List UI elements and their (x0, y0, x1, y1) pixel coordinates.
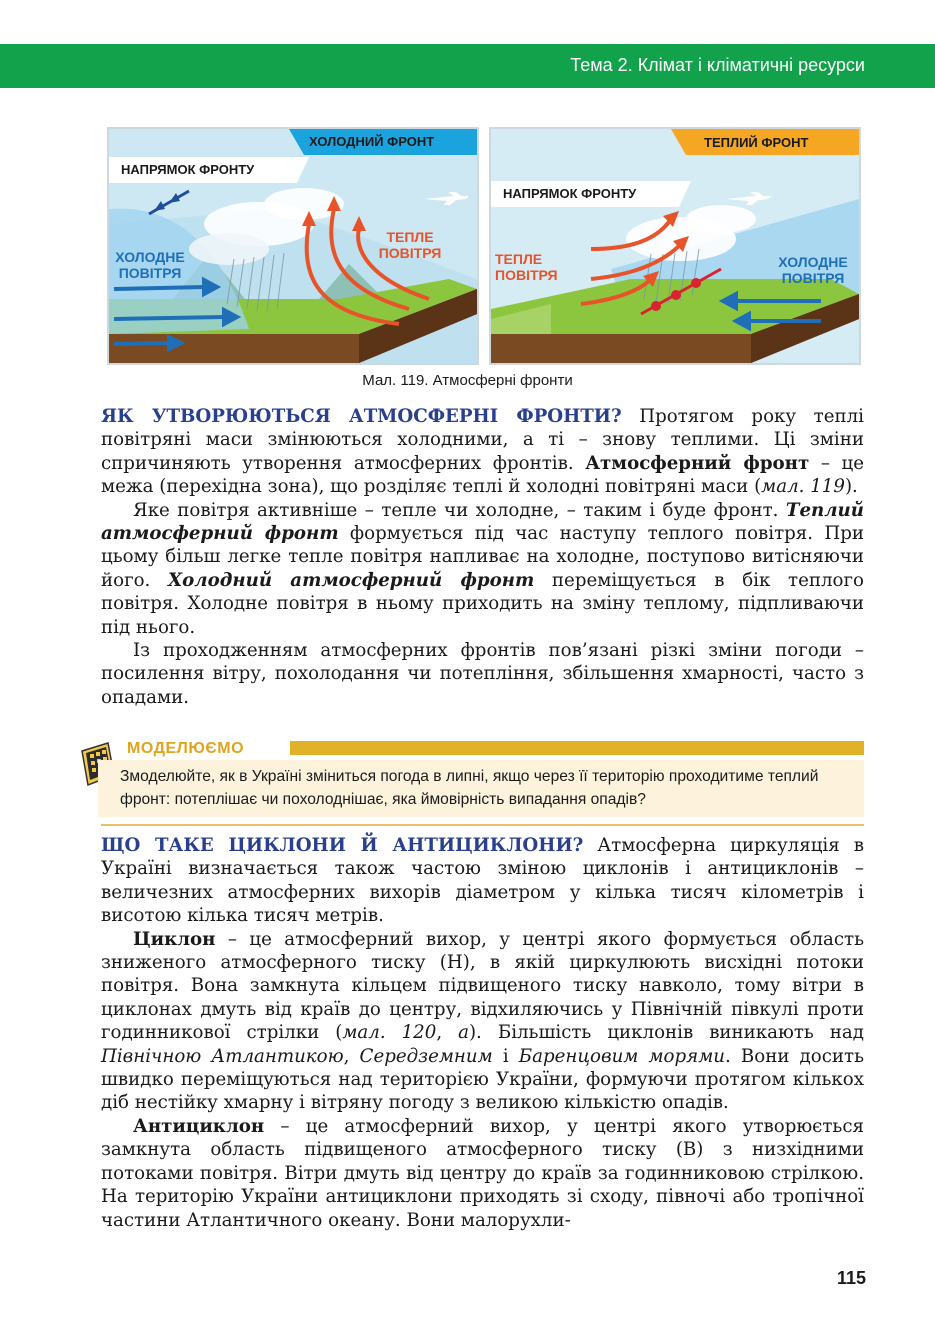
term: Атмосферний фронт (585, 452, 810, 474)
warm-front-title: ТЕПЛИЙ ФРОНТ (704, 135, 809, 150)
cold-front-cold-air-label (112, 249, 188, 281)
warm-front-illustration (489, 127, 861, 365)
text-run: Атмосферна циркуляція в Україні визначається також частою зміною циклонів і антициклонів – величезних атмосферних вихорів діаметром у кілька тисяч кілометрів і висотою кілька тисяч метрів. (101, 835, 864, 927)
page-number: 115 (836, 1268, 866, 1288)
warm-air-label-line2: ПОВІТРЯ (495, 267, 558, 283)
text-run: , (436, 1022, 459, 1044)
section-heading: ЩО ТАКЕ ЦИКЛОНИ Й АНТИЦИКЛОНИ? (101, 835, 584, 856)
model-task-box (98, 760, 864, 817)
figure-reference: мал. 119 (761, 476, 845, 498)
section-cyclones (101, 834, 864, 1232)
place-name: Середземним (359, 1045, 493, 1067)
section-divider (101, 824, 864, 826)
paragraph (101, 928, 864, 1115)
paragraph (101, 834, 864, 928)
term: Холодний атмосферний фронт (168, 569, 535, 591)
term: Циклон (133, 928, 216, 950)
text-run: – це межа (перехідна зона), що розділяє теплі й холодні повітряні маси ( (101, 452, 864, 498)
cold-air-label-line2: ПОВІТРЯ (781, 270, 845, 286)
figure-reference-letter: а (458, 1022, 469, 1044)
warm-air-label-line1: ТЕПЛЕ (386, 229, 434, 245)
cold-air-label-line2: ПОВІТРЯ (118, 265, 182, 281)
model-task-text: Змоделюйте, як в Україні зміниться погода в липні, якщо через її територію проходитиме теплий фронт: потеплішає чи похолоднішає, яка ймовірність випадання опадів? (120, 768, 819, 808)
text-run: Яке повітря активніше – тепле чи холодне, – таким і буде фронт. (133, 499, 786, 521)
section-heading: ЯК УТВОРЮЮТЬСЯ АТМОСФЕРНІ ФРОНТИ? (101, 406, 622, 427)
paragraph (101, 499, 864, 639)
text-run: формується під час наступу теплого повітря. При цьому більш легке тепле повітря напливає на холодне, поступово витісняючи його. (101, 523, 864, 591)
paragraph (101, 405, 864, 499)
text-run: ). (844, 476, 858, 498)
text-run: ). Більшість циклонів виникають над (468, 1022, 864, 1044)
paragraph (101, 1115, 864, 1232)
section-atmospheric-fronts (101, 405, 864, 709)
text-run: . Вони досить швидко переміщуються над територією України, формуючи протягом кількох діб нестійку хмарну і вітряну погоду з великою кількістю опадів. (101, 1045, 864, 1114)
text-run: – це атмосферний вихор, у центрі якого утворюється замкнута область підвищеного атмосферного тиску (В) з низхідними потоками повітря. Вітри дмуть від центру до країв за годинниковою стрілкою. На територію України антициклони приходять зі сходу, півночі або тропічної частини Атлантичного океану. Вони малорухли- (101, 1115, 864, 1231)
place-name: Північною Атлантикою (101, 1045, 344, 1067)
figure-caption: Мал. 119. Атмосферні фронти (362, 372, 573, 389)
warm-air-label-line2: ПОВІТРЯ (378, 245, 442, 261)
text-run: , (343, 1045, 360, 1067)
place-name: Баренцовим морями (518, 1045, 725, 1067)
term: Теплий атмосферний фронт (101, 499, 864, 545)
warm-air-label-line1: ТЕПЛЕ (495, 251, 543, 267)
figure-reference: мал. 120 (342, 1022, 437, 1044)
text-run: переміщується в бік теплого повітря. Холодне повітря в ньому приходить на зміну теплому, підпливаючи під нього. (101, 569, 864, 638)
cold-air-label-line1: ХОЛОДНЕ (115, 249, 185, 265)
cold-air-label-line1: ХОЛОДНЕ (778, 254, 848, 270)
cold-front-warm-air-label (375, 229, 445, 261)
text-run: Протягом року теплі повітряні маси змінюються холодними, а ті – знову теплими. Ці зміни спричиняють утворення атмосферних фронтів. (101, 406, 864, 474)
topic-header-bar (0, 44, 935, 88)
topic-title: Тема 2. Клімат і кліматичні ресурси (570, 55, 865, 75)
cold-front-title: ХОЛОДНИЙ ФРОНТ (309, 134, 435, 149)
warm-front-direction-label: НАПРЯМОК ФРОНТУ (503, 186, 637, 201)
text-run: і (492, 1045, 519, 1067)
warm-front-cold-air-label (773, 254, 853, 286)
paragraph: Із проходженням атмосферних фронтів пов’язані різкі зміни погоди – посилення вітру, похолодання чи потепління, збільшення хмарності, часто з опадами. (101, 640, 864, 708)
text-run: – це атмосферний вихор, у центрі якого формується область зниженого атмосферного тиску (Н), в якій циркулюють висхідні потоки повітря. Вона замкнута кільцем підвищеного тиску навколо, тому вітри в циклонах дмуть від країв до центру, відхиляючись у Північній півкулі проти годинникової стрілки ( (101, 928, 864, 1044)
model-heading-rule (290, 741, 864, 755)
term: Антициклон (133, 1115, 265, 1137)
warm-front-warm-air-label (495, 251, 571, 283)
cold-front-direction-label: НАПРЯМОК ФРОНТУ (121, 162, 255, 177)
model-heading: МОДЕЛЮЄМО (127, 740, 245, 757)
cold-front-illustration (107, 127, 479, 365)
